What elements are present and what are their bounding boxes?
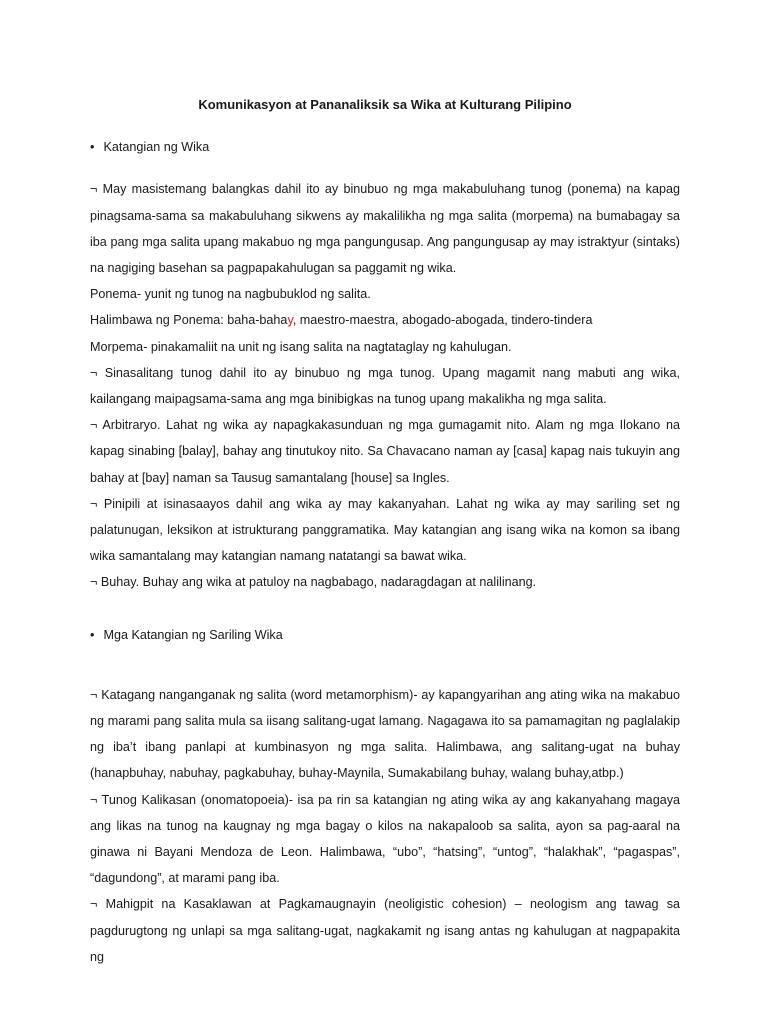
section-heading-text: Mga Katangian ng Sariling Wika [103, 627, 283, 642]
paragraph: Morpema- pinakamaliit na unit ng isang salita na nagtataglay ng kahulugan. [90, 339, 512, 354]
highlighted-letter: y [287, 313, 293, 328]
paragraph: ¬ Tunog Kalikasan (onomatopoeia)- isa pa rin sa katangian ng ating wika ay ang kakanyahang magaya ang likas na tunog na kaugnay ng mga bagay o kilos na nakapaloob sa salita, ayon sa pag-aaral na ginawa ni Bayani Mendoza de Leon. Halimbawa, “ubo”, “hatsing”, “untog”, “halakhak”, “pagaspas”, “dagundong”, at marami pang iba. [90, 792, 680, 886]
paragraph [90, 307, 680, 333]
paragraph-text: Halimbawa ng Ponema: baha-baha [90, 313, 288, 328]
paragraph: Ponema- yunit ng tunog na nagbubuklod ng salita. [90, 287, 371, 302]
paragraph: ¬ Mahigpit na Kasaklawan at Pagkamaugnayin (neoligistic cohesion) – neologism ang tawag sa pagdurugtong ng unlapi sa mga salitang-ugat, nagkakamit ng isang antas ng kahulugan at nagpapakita ng [90, 897, 680, 964]
paragraph: ¬ May masistemang balangkas dahil ito ay binubuo ng mga makabuluhang tunog (ponema) na kapag pinagsama-sama sa makabuluhang sikwens ay makalilikha ng mga salita (morpema) na bumabagay sa iba pang mga salita upang makabuo ng mga pangungusap. Ang pangungusap ay may istraktyur (sintaks) na nagiging basehan sa pagpapakahulugan sa paggamit ng wika. [90, 182, 680, 276]
section-heading-katangian [90, 134, 680, 160]
paragraph: ¬ Arbitraryo. Lahat ng wika ay napagkakasunduan ng mga gumagamit nito. Alam ng mga Ilokano na kapag sinabing [balay], bahay ang tinutukoy nito. Sa Chavacano naman ay [casa] kapag nais tukuyin ang bahay at [bay] naman sa Tausug samantalang [house] sa Ingles. [90, 418, 680, 485]
section-heading-text: Katangian ng Wika [103, 140, 210, 155]
paragraph-text: , maestro-maestra, abogado-abogada, tindero-tindera [292, 313, 593, 328]
paragraph: ¬ Sinasalitang tunog dahil ito ay binubuo ng mga tunog. Upang magamit nang mabuti ang wika, kailangang maipagsama-sama ang mga binibigkas na tunog upang makalikha ng mga salita. [90, 365, 680, 407]
section-heading-sariling-wika [90, 622, 680, 648]
paragraph: ¬ Buhay. Buhay ang wika at patuloy na nagbabago, nadaragdagan at nalilinang. [90, 575, 537, 590]
bullet-icon: • [90, 627, 95, 642]
document-title: Komunikasyon at Pananaliksik sa Wika at Kulturang Pilipino [198, 97, 572, 112]
bullet-icon: • [90, 140, 95, 155]
paragraph: ¬ Katagang nanganganak ng salita (word metamorphism)- ay kapangyarihan ang ating wika na makabuo ng marami pang salita mula sa iisang salitang-ugat lamang. Nagagawa ito sa pamamagitan ng paglalakip ng iba’t ibang panlapi at kumbinasyon ng mga salita. Halimbawa, ang salitang-ugat na buhay (hanapbuhay, nabuhay, pagkabuhay, buhay-Maynila, Sumakabilang buhay, walang buhay,atbp.) [90, 687, 680, 781]
document-page [90, 92, 680, 970]
paragraph: ¬ Pinipili at isinasaayos dahil ang wika ay may kakanyahan. Lahat ng wika ay may sariling set ng palatunugan, leksikon at istrukturang panggramatika. May katangian ang isang wika na komon sa ibang wika samantalang may katangian namang natatangi sa bawat wika. [90, 496, 680, 564]
